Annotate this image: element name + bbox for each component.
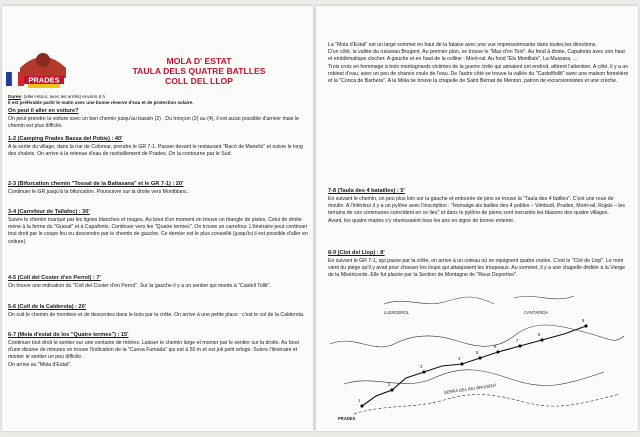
section-text: En suivant le GR 7-1, qui passe par la crête, on arrive à un coteau où se rejoignent quatre routes. C'est le "Clot de Llop". Le nom vient du piège qu'il y avait pour chasser les loups qui attaquaient les troupeaux. Au sommet, il y a une chapelle dédiée à la Vierge de la Miséricorde. Elle fut placée par la Section de Montagne de "Reus Deportivo". <box>328 258 626 279</box>
route-point-8 <box>540 338 543 341</box>
map-point-label: 3 <box>420 364 423 369</box>
route-point-7 <box>518 344 521 347</box>
section-text: Continuer le GR jusqu'à la bifurcation. Poursuivre sur la droite vers Montblanc. <box>8 189 189 195</box>
title-line-2: TAULA DELS QUATRE BATLLES <box>132 66 266 76</box>
section-heading: On peut il aller en voiture? <box>8 108 79 114</box>
section-text: Suivre le chemin marqué par les lignes blanches et rouges. Au bout d'un moment on trouve un triangle de pistes. Celui de droite mène à la ferme du "Gravat" et à Capafonts. Continuer vers les "Quatre termes". On trouve un carrefour. L'itinéraire peut continuer tout droit par le coupe feu ou descendre par le chemin de gauche. Ce dernier est le plus conseillé (jusqu'ici il est possible d'aller en voiture). <box>8 217 308 245</box>
map-point-label: 7 <box>516 338 519 343</box>
map-point-label: 4 <box>458 356 461 361</box>
section-1-2 <box>8 132 308 158</box>
section-tail: On arrive au "Mola d'Estat". <box>8 361 72 368</box>
route-path <box>362 326 586 406</box>
intro-paragraph: Trois croix en hommage à trois montagnards victimes de la guerre civile qui aimaient cet endroit, attirent l'attention. A côté, il y a un robinet d'eau, avec un peu de chance coule de l'eau. De l'autre côté se trouve la vallée du "Castellfollit" avec une maison forestière et la "Conca de Barbera". A la Mola se trouve la chapelle de Saint Bernat de Menton, patron de excursionnistes et une crèche. <box>328 63 629 85</box>
section-5-6 <box>8 300 308 319</box>
intro-paragraph: La "Mola d'Estat" est un large sommet en haut de la falaise avec une vue impressionnante dans toutes les directions. <box>328 42 597 48</box>
section-7-8 <box>328 184 630 225</box>
section-text: On peut prendre la voiture avec un bon chemin jusqu'au bassin (2) . Du tronçon (2) au (4), il est aussi possible d'arriver mais le chemin est plus difficile. <box>8 116 299 130</box>
section-heading: 7-8 (Taula des 4 batailles) : 5' <box>328 188 405 194</box>
section-2-3 <box>8 177 308 196</box>
route-point-4 <box>460 362 463 365</box>
route-point-5 <box>478 356 481 359</box>
duration-text: : (aller-retour, avec les arrêts) environ 6 h <box>21 94 106 99</box>
ridge-line <box>344 370 604 386</box>
section-6-7 <box>8 328 308 369</box>
section-heading: 4-5 (Coll del Coster d'en Perrol) : 7' <box>8 275 101 281</box>
section-heading: 5-6 (Coll de la Calderota) : 20' <box>8 304 87 310</box>
section-text: On trouve une indication du "Coll del Coster d'en Perrol". Sur la gauche il y a un sentier qui monte à "Castell Tollit". <box>8 283 271 289</box>
section-heading: 2-3 (Bifurcation chemin "Tossal de la Baltasana" et le GR 7-1) : 20' <box>8 181 184 187</box>
section-3-4 <box>8 205 308 246</box>
section-text: On suit le chemin de montées et de descentes dans le bois par la crête. On arrive à une petite place : c'est le col de la Calderota. <box>8 312 305 318</box>
section-text: A la sortie du village, dans la rue de Colomar, prendre le GR 7-1. Passer devant le restaurant "Racó de Manelic" et suivre le long des chalets. On arrive à la retenue d'eau de ravitaillement de Prades. On la contourne par le Sud. <box>8 144 303 158</box>
document-title <box>90 56 308 86</box>
section-heading: 8-9 (Clot del Llop) : 8' <box>328 250 385 256</box>
advice-text: Il est préférable partir le matin avec une bonne réserve d'eau et de protection solaire. <box>8 99 194 105</box>
road-line <box>354 394 620 414</box>
map-label-prades: PRADES <box>338 416 356 421</box>
map-point-label: 5 <box>476 350 479 355</box>
route-point-3 <box>422 370 425 373</box>
duration-label: Durée <box>8 94 22 99</box>
map-point-label: 1 <box>358 398 361 403</box>
left-page <box>2 6 313 431</box>
contour-line <box>514 296 574 299</box>
section-4-5 <box>8 271 308 290</box>
section-heading: 3-4 (Carrefour de Tallafoc) : 30' <box>8 209 90 215</box>
map-label-serra: SERRA DEL RIU BRUGENT <box>443 382 497 395</box>
map-point-label: 6 <box>494 344 497 349</box>
route-point-1 <box>360 404 363 407</box>
route-point-2 <box>390 388 393 391</box>
contour-line <box>384 297 494 304</box>
mola-description <box>328 42 630 85</box>
map-label-llencerol: LLENCEROL <box>384 310 409 315</box>
section-car <box>8 108 308 130</box>
route-point-6 <box>496 350 499 353</box>
section-text: En suivant le chemin, un peu plus loin sur la gauche et entourée de pins se trouve la "Taula des 4 batlles". C'est une roue de moulin. A l'intérieur il y a un pylône avec l'inscription : "Homatge als batlles des 4 pobles – Vimbodí, Prades, Mont-ral, Rojals – les terrains de ces communes coïncident en ce lieu" et dans le pylône de pierre sont incrustés les blasons des quatre villages. <box>328 196 625 217</box>
title-line-3: COLL DEL LLOP <box>165 76 233 86</box>
route-map <box>324 274 628 424</box>
title-line-1: MOLA D' ESTAT <box>166 56 232 66</box>
section-tail: Avant, les quatre maires s'y réunissaient tous les ans en signe de bonne entente. <box>328 217 515 224</box>
section-heading: 1-2 (Camping Prades Bassa del Pobie) : 40' <box>8 136 123 142</box>
right-page <box>316 6 638 431</box>
map-point-label: 8 <box>538 332 541 337</box>
prades-logo <box>6 46 80 92</box>
map-point-label: 9 <box>582 318 585 323</box>
map-point-label: 2 <box>388 382 391 387</box>
section-text: Continuer tout droit le sentier sur une centaine de mètres. Laisser le chemin large et monter par le sentier sur la droite. Au bout d'une dizaine de minutes on trouve l'indication de la "Cueva Fumada" qui est à 50 m et est joli petit refuge. Suivre l'itinéraire et monter le sentier un peu difficile. <box>8 340 299 361</box>
svg-text:PRADES: PRADES <box>28 75 60 85</box>
intro-paragraph: D'un côté, la vallée du ruisseau Brugent. Au premier plan, se trouve le "Mas d'en Toni". Au fond à droite, Capafonts avec son haut et emblématique clocher. A gauche et en haut de la colline : Mont-ral. Au fond "Els Montllats", La Mussara, ... <box>328 49 625 63</box>
duration-note <box>8 94 308 105</box>
section-heading: 6-7 (Mola d'estat de los "Quatre termes") : 15' <box>8 332 129 338</box>
route-point-9 <box>584 324 587 327</box>
map-label-cantarida: CANTÀRIDA <box>524 310 549 315</box>
